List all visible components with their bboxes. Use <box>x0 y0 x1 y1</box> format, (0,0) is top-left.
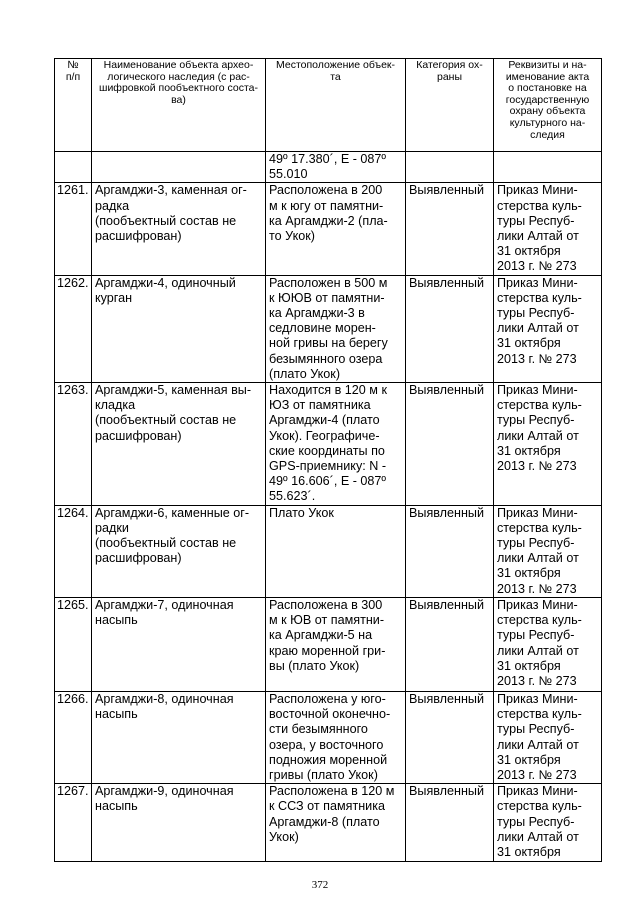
cell-name: Аргамджи-9, одиночная насыпь <box>92 784 266 862</box>
table-row <box>55 505 602 597</box>
cell-name: Аргамджи-6, каменные ог- радки (пообъектный состав не расшифрован) <box>92 505 266 597</box>
cell-name: Аргамджи-7, одиночная насыпь <box>92 597 266 691</box>
cell-category: Выявленный <box>406 597 494 691</box>
cell-location: Находится в 120 м к ЮЗ от памятника Аргамджи-4 (плато Укок). Географиче- ские координаты по GPS-приемнику: N - 49º 16.606´, Е - 087º 55.623´. <box>266 383 406 506</box>
cell-location: Плато Укок <box>266 505 406 597</box>
header-name: Наименование объекта архео- логического наследия (с рас- шифровкой пообъектного соста- ва) <box>92 59 266 152</box>
cell-name: Аргамджи-3, каменная ог- радка (пообъектный состав не расшифрован) <box>92 183 266 275</box>
heritage-objects-table <box>54 58 602 862</box>
cell-category: Выявленный <box>406 183 494 275</box>
cell-category: Выявленный <box>406 784 494 862</box>
cell-num: 1267. <box>55 784 92 862</box>
cell-num: 1264. <box>55 505 92 597</box>
cell-location: Расположена в 120 м к ССЗ от памятника Аргамджи-8 (плато Укок) <box>266 784 406 862</box>
cell-num: 1263. <box>55 383 92 506</box>
header-location: Местоположение объек- та <box>266 59 406 152</box>
cell-category: Выявленный <box>406 691 494 783</box>
cell-requisites: Приказ Мини- стерства куль- туры Респуб- лики Алтай от 31 октября <box>494 784 602 862</box>
page-number: 372 <box>311 879 329 891</box>
table-header-row <box>55 59 602 152</box>
continuation-location: 49º 17.380´, Е - 087º 55.010 <box>266 152 406 183</box>
cell-location: Расположена в 200 м к югу от памятни- ка Аргамджи-2 (пла- то Укок) <box>266 183 406 275</box>
cell-num: 1261. <box>55 183 92 275</box>
cell-requisites: Приказ Мини- стерства куль- туры Респуб- лики Алтай от 31 октября 2013 г. № 273 <box>494 183 602 275</box>
cell-requisites: Приказ Мини- стерства куль- туры Респуб- лики Алтай от 31 октября 2013 г. № 273 <box>494 597 602 691</box>
cell-num: 1265. <box>55 597 92 691</box>
cell-category: Выявленный <box>406 383 494 506</box>
cell-name: Аргамджи-8, одиночная насыпь <box>92 691 266 783</box>
cell-location: Расположена у юго- восточной оконечно- сти безымянного озера, у восточного подножия моренной гривы (плато Укок) <box>266 691 406 783</box>
table-row <box>55 275 602 382</box>
cell-location: Расположен в 500 м к ЮЮВ от памятни- ка Аргамджи-3 в седловине морен- ной гривы на берегу безымянного озера (плато Укок) <box>266 275 406 382</box>
cell-num: 1266. <box>55 691 92 783</box>
table-row <box>55 691 602 783</box>
table-body <box>55 152 602 862</box>
header-category: Категория ох- раны <box>406 59 494 152</box>
continuation-row <box>55 152 602 183</box>
header-requisites: Реквизиты и на- именование акта о постановке на государственную охрану объекта культурного на- следия <box>494 59 602 152</box>
cell-name: Аргамджи-4, одиночный курган <box>92 275 266 382</box>
table-row <box>55 383 602 506</box>
table-row <box>55 784 602 862</box>
cell-requisites: Приказ Мини- стерства куль- туры Респуб- лики Алтай от 31 октября 2013 г. № 273 <box>494 275 602 382</box>
cell-category: Выявленный <box>406 505 494 597</box>
table-row <box>55 183 602 275</box>
table-row <box>55 597 602 691</box>
cell-requisites: Приказ Мини- стерства куль- туры Респуб- лики Алтай от 31 октября 2013 г. № 273 <box>494 691 602 783</box>
cell-num: 1262. <box>55 275 92 382</box>
cell-location: Расположена в 300 м к ЮВ от памятни- ка Аргамджи-5 на краю моренной гри- вы (плато Укок) <box>266 597 406 691</box>
cell-category: Выявленный <box>406 275 494 382</box>
cell-name: Аргамджи-5, каменная вы- кладка (пообъектный состав не расшифрован) <box>92 383 266 506</box>
header-num: № п/п <box>55 59 92 152</box>
cell-requisites: Приказ Мини- стерства куль- туры Респуб- лики Алтай от 31 октября 2013 г. № 273 <box>494 383 602 506</box>
cell-requisites: Приказ Мини- стерства куль- туры Респуб- лики Алтай от 31 октября 2013 г. № 273 <box>494 505 602 597</box>
